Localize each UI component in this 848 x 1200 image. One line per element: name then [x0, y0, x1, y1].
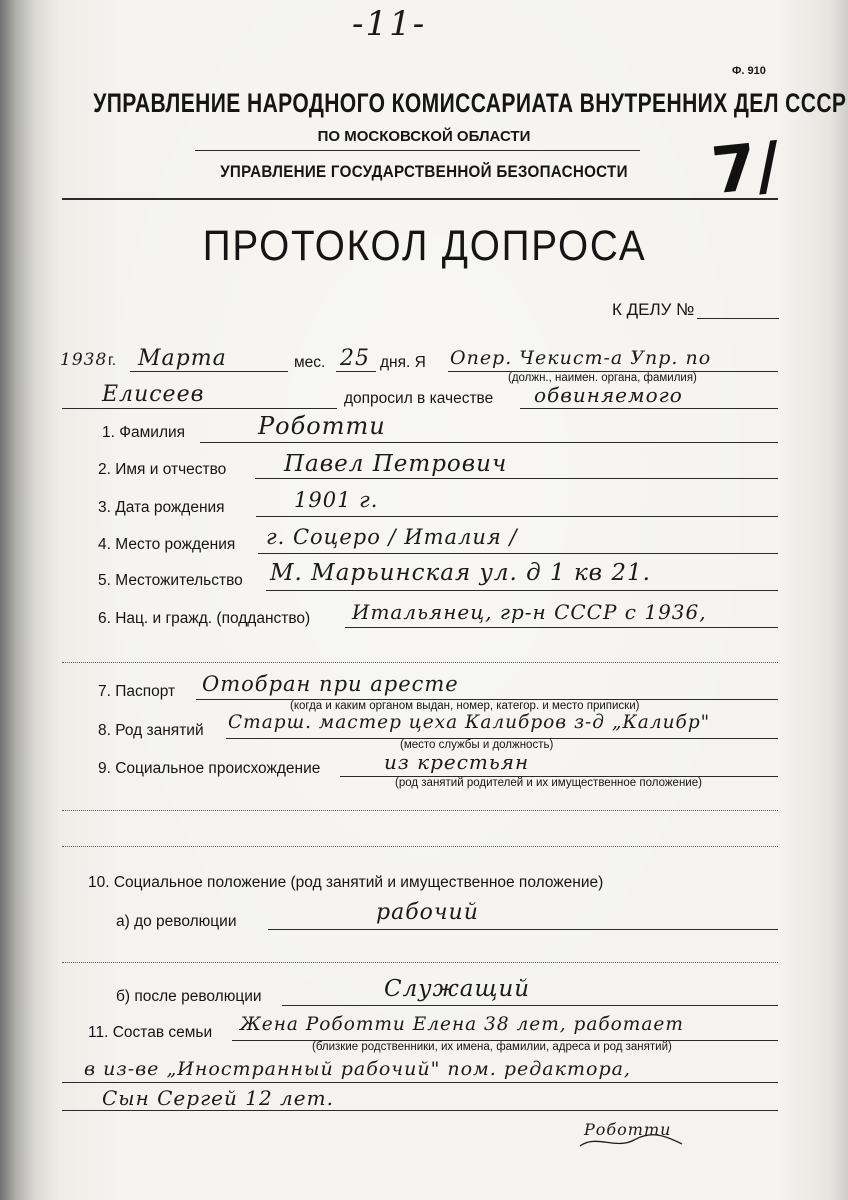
family-hint: (близкие родственники, их имена, фамилии, адреса и род занятий)	[312, 1041, 672, 1053]
residence-line	[266, 590, 778, 591]
day-label: дня. Я	[380, 354, 426, 371]
passport-hint: (когда и каким органом выдан, номер, категор. и место приписки)	[290, 700, 640, 712]
nationality-label: 6. Нац. и гражд. (подданство)	[98, 610, 311, 627]
social-origin-line-2	[62, 810, 778, 811]
nationality-value: Итальянец, гр-н СССР с 1936,	[352, 600, 707, 624]
passport-label: 7. Паспорт	[98, 683, 176, 700]
passport-value: Отобран при аресте	[202, 672, 459, 696]
after-revolution-line	[282, 1005, 778, 1006]
day-value: 25	[340, 346, 370, 371]
nationality-line	[345, 627, 778, 628]
after-revolution-value: Служащий	[384, 976, 531, 1002]
family-line-3: Сын Сергей 12 лет.	[102, 1086, 334, 1110]
header-rule	[62, 198, 778, 200]
after-revolution-label: б) после революции	[116, 988, 262, 1005]
before-revolution-line	[268, 929, 778, 930]
family-rule-2	[62, 1082, 778, 1083]
family-label: 11. Состав семьи	[88, 1024, 213, 1041]
year-value: 1938	[60, 350, 108, 370]
page-number: -11-	[352, 4, 427, 44]
interrogated-as-line	[520, 408, 778, 409]
nationality-line-2	[62, 662, 778, 663]
surname-value: Роботти	[258, 412, 386, 440]
interrogated-as-value: обвиняемого	[534, 383, 683, 407]
header-nkvd: УПРАВЛЕНИЕ НАРОДНОГО КОМИССАРИАТА ВНУТРЕННИХ ДЕЛ СССР	[93, 88, 847, 118]
birth-date-label: 3. Дата рождения	[98, 499, 225, 516]
before-revolution-line-2	[62, 962, 778, 963]
name-line	[255, 478, 778, 479]
case-number-line	[697, 318, 779, 319]
surname-line	[200, 442, 778, 443]
header-divider	[195, 150, 640, 151]
occupation-value: Старш. мастер цеха Калибров з-д „Калибр"	[228, 712, 711, 733]
birth-place-label: 4. Место рождения	[98, 536, 236, 553]
occupation-hint: (место службы и должность)	[400, 739, 554, 751]
officer-hint: (должн., наимен. органа, фамилия)	[508, 372, 697, 384]
month-value: Марта	[138, 346, 227, 371]
social-origin-value: из крестьян	[384, 750, 530, 774]
birth-place-line	[258, 553, 778, 554]
name-label: 2. Имя и отчество	[98, 461, 227, 478]
name-value: Павел Петрович	[284, 451, 508, 477]
year-suffix: г.	[108, 352, 117, 369]
social-origin-line-3	[62, 846, 778, 847]
signature: Роботти	[584, 1120, 672, 1139]
signature-flourish	[576, 1130, 686, 1152]
social-status-label: 10. Социальное положение (род занятий и имущественное положение)	[88, 874, 604, 891]
before-revolution-label: а) до революции	[116, 913, 237, 930]
form-code: Ф. 910	[732, 65, 766, 77]
month-line	[130, 371, 288, 372]
occupation-label: 8. Род занятий	[98, 722, 204, 739]
interrogated-as-label: допросил в качестве	[344, 390, 494, 407]
day-line	[336, 371, 376, 372]
birth-place-value: г. Соцеро / Италия /	[266, 525, 518, 549]
family-line-2: в из-ве „Иностранный рабочий" пом. редактора,	[84, 1058, 631, 1080]
case-number-label: К ДЕЛУ №	[612, 300, 695, 319]
case-mark: 7/	[708, 128, 784, 210]
officer-value: Опер. Чекист-а Упр. по	[450, 347, 712, 369]
birth-date-line	[256, 516, 778, 517]
header-region: ПО МОСКОВСКОЙ ОБЛАСТИ	[317, 128, 531, 145]
family-line-1: Жена Роботти Елена 38 лет, работает	[240, 1014, 684, 1035]
officer-name-line	[62, 408, 337, 409]
document-title: ПРОТОКОЛ ДОПРОСА	[202, 222, 647, 270]
month-label: мес.	[294, 354, 326, 371]
family-rule-3	[62, 1110, 778, 1111]
birth-date-value: 1901 г.	[294, 488, 379, 512]
social-origin-label: 9. Социальное происхождение	[98, 760, 321, 777]
surname-label: 1. Фамилия	[102, 424, 186, 441]
header-department: УПРАВЛЕНИЕ ГОСУДАРСТВЕННОЙ БЕЗОПАСНОСТИ	[220, 163, 628, 181]
residence-value: М. Марьинская ул. д 1 кв 21.	[270, 560, 651, 586]
officer-name-value: Елисеев	[102, 382, 205, 407]
before-revolution-value: рабочий	[376, 900, 479, 925]
social-origin-hint: (род занятий родителей и их имущественное положение)	[395, 777, 702, 789]
residence-label: 5. Местожительство	[98, 572, 243, 589]
